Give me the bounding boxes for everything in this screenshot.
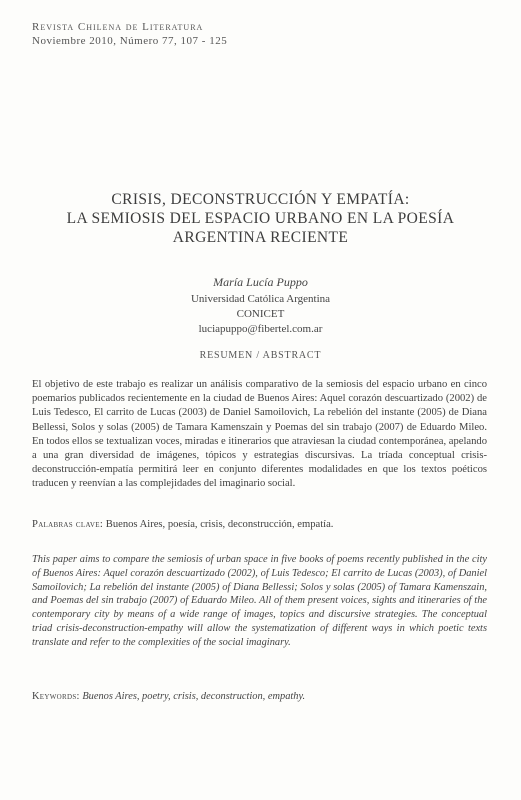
- abstract-english: This paper aims to compare the semiosis of urban space in five books of poems recently published in the city of Buenos Aires: Aquel corazón descuartizado (2002), of Luis Tedesco; El carrito de Lucas (2003), of Daniel Samoilovich; La rebelión del instante (2005) of Diana Bellessi; Solos y solas (2005) of Tamara Kamenszain, and Poemas del sin trabajo (2007) of Eduardo Mileo. All of them present voices, sights and itineraries of the contemporary city by means of a wide range of images, topics and discursive strategies. The conceptual triad crisis-deconstruction-empathy will allow the systematization of different ways in which poetic texts translate and refer to the complexities of the social imaginary.: [32, 554, 487, 648]
- keywords-english-label: Keywords:: [32, 691, 80, 702]
- title-line-3: ARGENTINA RECIENTE: [172, 229, 349, 246]
- journal-issue: Noviembre 2010, Número 77, 107 - 125: [32, 35, 228, 47]
- title-line-2: LA SEMIOSIS DEL ESPACIO URBANO EN LA POESÍA: [66, 210, 455, 227]
- author-affiliation-2: CONICET: [236, 308, 285, 320]
- author-affiliation-1: Universidad Católica Argentina: [190, 293, 331, 305]
- title-line-1: CRISIS, DECONSTRUCCIÓN Y EMPATÍA:: [111, 191, 410, 208]
- article-title: [40, 190, 481, 247]
- keywords-english-text: Buenos Aires, poetry, crisis, deconstruction, empathy.: [82, 691, 306, 702]
- keywords-spanish: [32, 518, 487, 532]
- abstract-spanish: El objetivo de este trabajo es realizar un análisis comparativo de la semiosis del espacio urbano en cinco poemarios publicados recientemente en la ciudad de Buenos Aires: Aquel corazón descuartizado (2002) de Luis Tedesco, El carrito de Lucas (2003) de Daniel Samoilovich, La rebelión del instante (2005) de Diana Bellessi, Solos y solas (2005) de Tamara Kamenszain y Poemas del sin trabajo (2007) de Eduardo Mileo. En todos ellos se textualizan voces, miradas e itinerarios que atraviesan la ciudad contemporánea, apelando a una gran diversidad de imágenes, tópicos y estrategias discursivas. La tríada conceptual crisis-deconstrucción-empatía permitirá leer en conjunto diferentes modalidades en que los textos poéticos traducen y reenvían a las complejidades del imaginario social.: [32, 379, 487, 490]
- keywords-english: [32, 690, 487, 704]
- author-block: [0, 275, 521, 337]
- keywords-spanish-text: Buenos Aires, poesía, crisis, deconstrucción, empatía.: [105, 519, 334, 530]
- journal-header: [32, 20, 227, 48]
- author-email: luciapuppo@fibertel.com.ar: [198, 323, 323, 335]
- journal-name: Revista Chilena de Literatura: [32, 21, 204, 33]
- keywords-spanish-label: Palabras clave:: [32, 519, 104, 530]
- author-name: María Lucía Puppo: [213, 275, 308, 289]
- abstract-heading: RESUMEN / ABSTRACT: [199, 350, 322, 361]
